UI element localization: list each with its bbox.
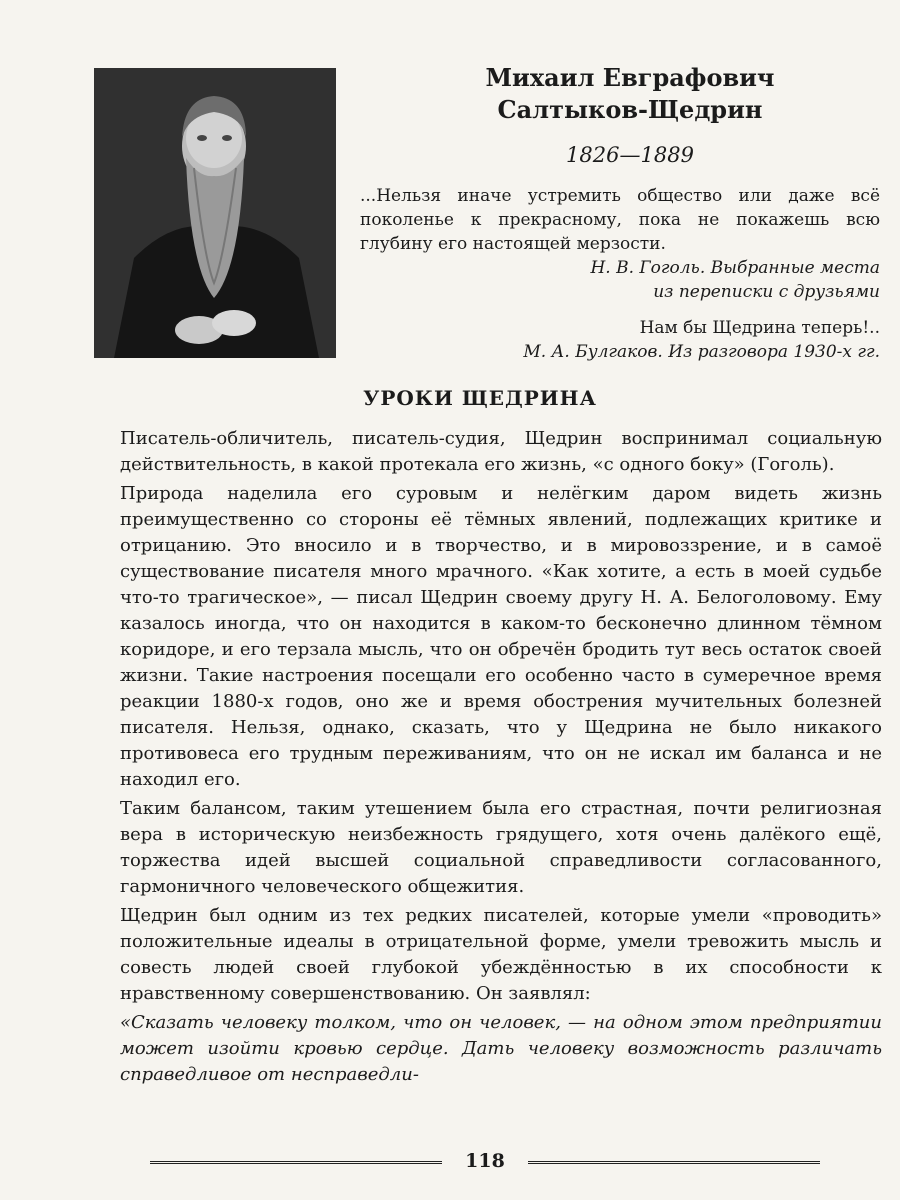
epigraph-1-text: ...Нельзя иначе устремить общество или даже всё поколенье к прекрасному, пока не покажешь всю глубину его настоящей мерзости.: [360, 186, 880, 254]
epigraph-1-attribution-line2: из переписки с друзьями: [653, 282, 880, 302]
author-years: 1826—1889: [566, 143, 694, 167]
paragraph: Природа наделила его суровым и нелёгким даром видеть жизнь преимущественно со стороны её тёмных явлений, подлежащих критике и отрицанию. Это вносило и в творчество, и в мировоззрение, и в самоё существование писателя много мрачного. «Как хотите, а есть в моей судьбе что-то трагическое», — писал Щедрин своему другу Н. А. Белоголовому. Ему казалось иногда, что он находится в каком-то бесконечно длинном тёмном коридоре, и его терзала мысль, что он обречён бродить тут весь остаток своей жизни. Такие настроения посещали его особенно часто в сумеречное время реакции 1880-х годов, оно же и время обострения мучительных болезней писателя. Нельзя, однако, сказать, что у Щедрина не было никакого противовеса его трудным переживаниям, что он не искал им баланса и не находил его.: [120, 483, 882, 790]
paragraph: Щедрин был одним из тех редких писателей, которые умели «проводить» положительные идеалы в отрицательной форме, умели тревожить мысль и совесть людей своей глубокой убеждённостью в их способности к нравственному совершенствованию. Он заявлял:: [120, 905, 882, 1004]
paragraph: Писатель-обличитель, писатель-судия, Щедрин воспринимал социальную действительность, в какой протекала его жизнь, «с одного боку» (Гоголь).: [120, 428, 882, 475]
epigraph-2-text: Нам бы Щедрина теперь!..: [639, 318, 880, 338]
epigraph-2-attribution: М. А. Булгаков. Из разговора 1930-х гг.: [523, 342, 880, 362]
article-body: [120, 426, 882, 1091]
page-footer: [150, 1150, 820, 1174]
epigraph-2: [360, 316, 880, 364]
author-name: [380, 62, 880, 126]
footer-rule-left: [150, 1161, 442, 1164]
author-header: [360, 62, 880, 364]
page-number: 118: [465, 1150, 505, 1172]
epigraph-1: [360, 184, 880, 304]
paragraph: Таким балансом, таким утешением была его страстная, почти религиозная вера в историческую неизбежность грядущего, хотя очень далёкого ещё, торжества идей высшей социальной справедливости согласованного, гармоничного человеческого общежития.: [120, 798, 882, 897]
author-name-line1: Михаил Евграфович: [485, 63, 775, 92]
portrait-photo-icon: [94, 68, 336, 358]
footer-rule-right: [528, 1161, 820, 1164]
epigraph-1-attribution-line1: Н. В. Гоголь. Выбранные места: [590, 258, 880, 278]
section-title: УРОКИ ЩЕДРИНА: [363, 386, 597, 410]
author-portrait: [94, 68, 336, 358]
author-name-line2: Салтыков-Щедрин: [497, 95, 763, 124]
block-quote: «Сказать человеку толком, что он человек, — на одном этом предприятии может изойти кровью сердце. Дать человеку возможность различать справедливое от несправедли-: [120, 1012, 882, 1085]
